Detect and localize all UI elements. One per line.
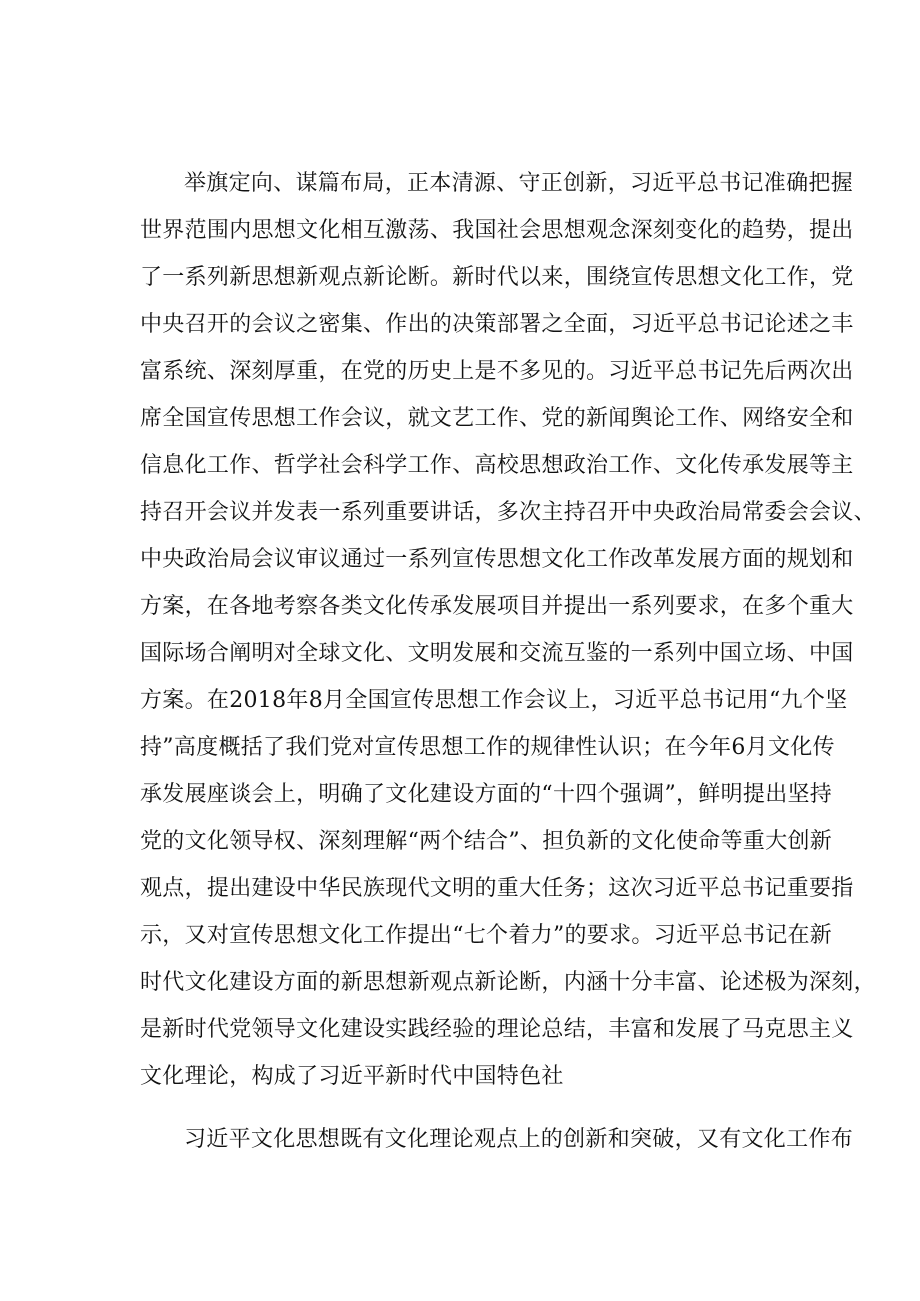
paragraph-line: 方案。在2018年8月全国宣传思想工作会议上，习近平总书记用“九个坚 [140,688,848,713]
paragraph-line: 持”高度概括了我们党对宣传思想工作的规律性认识；在今年6月文化传 [140,735,835,760]
paragraph-2 [140,1116,854,1163]
paragraph-line: 中央政治局会议审议通过一系列宣传思想文化工作改革发展方面的规划和 [140,547,854,572]
paragraph-line: 时代文化建设方面的新思想新观点新论断，内涵十分丰富、论述极为深刻， [140,970,876,995]
paragraph-line: 习近平文化思想既有文化理论观点上的创新和突破，又有文化工作布 [184,1127,854,1152]
paragraph-line: 观点，提出建设中华民族现代文明的重大任务；这次习近平总书记重要指 [140,876,854,901]
paragraph-line: 方案，在各地考察各类文化传承发展项目并提出一系列要求，在多个重大 [140,594,854,619]
paragraph-line: 持召开会议并发表一系列重要讲话，多次主持召开中央政治局常委会会议、 [140,500,876,525]
paragraph-line: 席全国宣传思想工作会议，就文艺工作、党的新闻舆论工作、网络安全和 [140,406,854,431]
paragraph-line: 是新时代党领导文化建设实践经验的理论总结，丰富和发展了马克思主义 [140,1017,854,1042]
paragraph-line: 世界范围内思想文化相互激荡、我国社会思想观念深刻变化的趋势，提出 [140,218,854,243]
paragraph-line: 国际场合阐明对全球文化、文明发展和交流互鉴的一系列中国立场、中国 [140,641,854,666]
paragraph-line: 党的文化领导权、深刻理解“两个结合”、担负新的文化使命等重大创新 [140,829,833,854]
paragraph-1 [140,160,876,1100]
paragraph-spacing [140,1100,800,1116]
paragraph-line: 了一系列新思想新观点新论断。新时代以来，围绕宣传思想文化工作，党 [140,265,854,290]
paragraph-line: 文化理论，构成了习近平新时代中国特色社 [140,1064,564,1089]
paragraph-line: 示，又对宣传思想文化工作提出“七个着力”的要求。习近平总书记在新 [140,923,833,948]
paragraph-line: 承发展座谈会上，明确了文化建设方面的“十四个强调”，鲜明提出坚持 [140,782,833,807]
document-body [140,160,876,1163]
paragraph-line: 中央召开的会议之密集、作出的决策部署之全面，习近平总书记论述之丰 [140,312,854,337]
paragraph-line: 信息化工作、哲学社会科学工作、高校思想政治工作、文化传承发展等主 [140,453,854,478]
paragraph-line: 富系统、深刻厚重，在党的历史上是不多见的。习近平总书记先后两次出 [140,359,854,384]
paragraph-line: 举旗定向、谋篇布局，正本清源、守正创新，习近平总书记准确把握 [184,171,854,196]
